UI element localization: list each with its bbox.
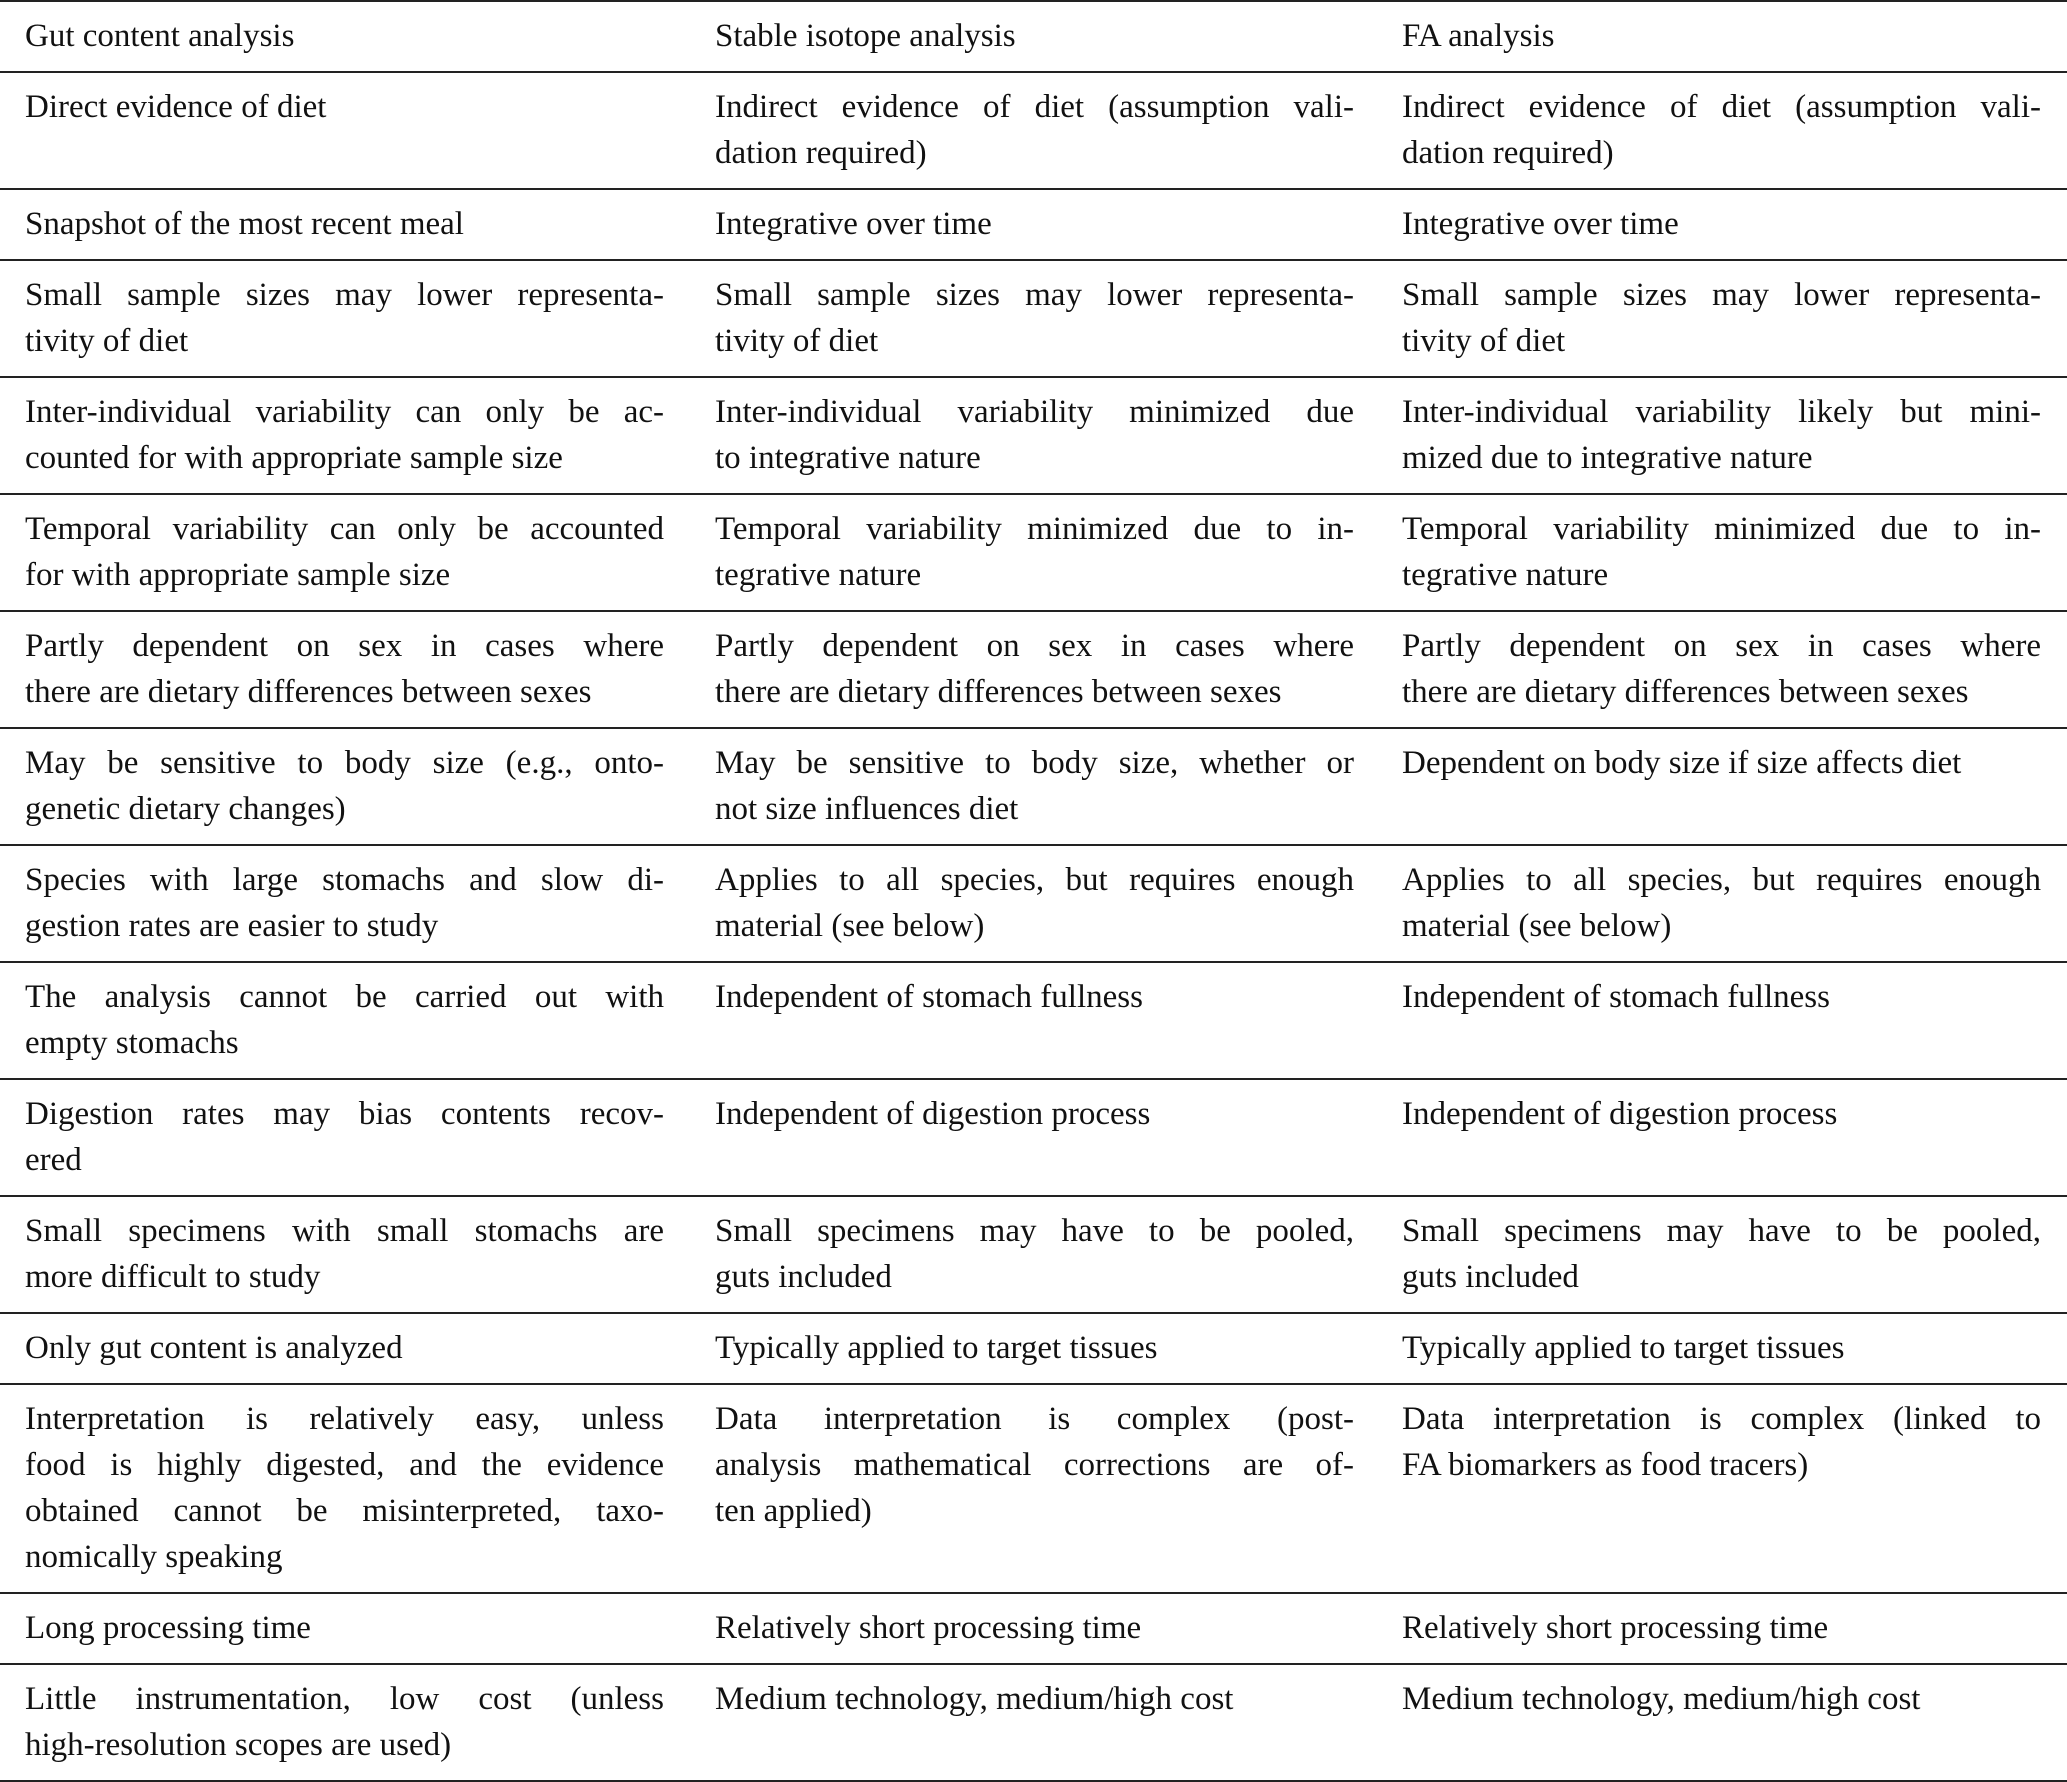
cell-text-line: May be sensitive to body size, whether or <box>715 745 1354 781</box>
cell-text-line: Small sample sizes may lower representa- <box>715 277 1354 313</box>
cell-gut-content <box>0 1313 690 1384</box>
cell-text-line: Applies to all species, but requires enough <box>715 862 1354 898</box>
cell-text-line: Small sample sizes may lower representa- <box>1402 277 2041 313</box>
cell-text-line: guts included <box>715 1259 892 1295</box>
cell-gut-content <box>0 611 690 728</box>
cell-stable-isotope <box>690 1313 1378 1384</box>
table-row <box>0 1313 2067 1384</box>
cell-stable-isotope <box>690 1079 1378 1196</box>
cell-text-line: Temporal variability minimized due to in- <box>1402 511 2041 547</box>
cell-text-line: dation required) <box>1402 135 1614 171</box>
cell-stable-isotope <box>690 728 1378 845</box>
cell-text-line: high-resolution scopes are used) <box>25 1727 452 1763</box>
cell-text-line: Typically applied to target tissues <box>1402 1330 1845 1366</box>
table-row <box>0 189 2067 260</box>
cell-text-line: counted for with appropriate sample size <box>25 440 563 476</box>
cell-text-line: Integrative over time <box>715 206 992 242</box>
cell-text-line: Inter-individual variability minimized due <box>715 394 1354 430</box>
cell-text-line: obtained cannot be misinterpreted, taxo- <box>25 1493 664 1529</box>
table-body <box>0 72 2067 1781</box>
cell-fa-analysis <box>1378 1664 2067 1781</box>
cell-gut-content <box>0 962 690 1079</box>
cell-text-line: Inter-individual variability can only be ac- <box>25 394 664 430</box>
cell-text-line: Species with large stomachs and slow di- <box>25 862 664 898</box>
cell-text-line: Independent of stomach fullness <box>715 979 1143 1015</box>
cell-text-line: Temporal variability can only be accounted <box>25 511 664 547</box>
cell-stable-isotope <box>690 494 1378 611</box>
cell-text-line: dation required) <box>715 135 927 171</box>
cell-fa-analysis <box>1378 189 2067 260</box>
cell-text-line: there are dietary differences between sexes <box>25 674 592 710</box>
cell-text-line: there are dietary differences between sexes <box>1402 674 1969 710</box>
cell-stable-isotope <box>690 377 1378 494</box>
cell-text-line: Direct evidence of diet <box>25 89 327 125</box>
cell-gut-content <box>0 845 690 962</box>
cell-text-line: Relatively short processing time <box>1402 1610 1829 1646</box>
cell-text-line: Applies to all species, but requires enough <box>1402 862 2041 898</box>
cell-fa-analysis <box>1378 1079 2067 1196</box>
header-stable-isotope <box>690 1 1378 72</box>
cell-fa-analysis <box>1378 611 2067 728</box>
cell-stable-isotope <box>690 1196 1378 1313</box>
cell-text-line: Dependent on body size if size affects diet <box>1402 745 1962 781</box>
cell-text-line: mized due to integrative nature <box>1402 440 1813 476</box>
cell-fa-analysis <box>1378 728 2067 845</box>
cell-text-line: material (see below) <box>715 908 985 944</box>
cell-gut-content <box>0 72 690 189</box>
cell-stable-isotope <box>690 962 1378 1079</box>
table-row <box>0 1664 2067 1781</box>
cell-text-line: material (see below) <box>1402 908 1672 944</box>
cell-stable-isotope <box>690 611 1378 728</box>
header-row <box>0 1 2067 72</box>
table-row <box>0 494 2067 611</box>
cell-text-line: Interpretation is relatively easy, unless <box>25 1401 664 1437</box>
table-row <box>0 962 2067 1079</box>
cell-text-line: for with appropriate sample size <box>25 557 451 593</box>
cell-fa-analysis <box>1378 377 2067 494</box>
cell-text-line: guts included <box>1402 1259 1579 1295</box>
cell-text-line: Inter-individual variability likely but mini- <box>1402 394 2041 430</box>
cell-stable-isotope <box>690 189 1378 260</box>
cell-fa-analysis <box>1378 260 2067 377</box>
cell-gut-content <box>0 1664 690 1781</box>
cell-fa-analysis <box>1378 1384 2067 1593</box>
cell-stable-isotope <box>690 845 1378 962</box>
table-row <box>0 1079 2067 1196</box>
cell-text-line: Integrative over time <box>1402 206 1679 242</box>
table-row <box>0 845 2067 962</box>
cell-text-line: Typically applied to target tissues <box>715 1330 1158 1366</box>
cell-gut-content <box>0 1196 690 1313</box>
cell-text-line: tegrative nature <box>715 557 922 593</box>
cell-text-line: Medium technology, medium/high cost <box>715 1681 1234 1717</box>
cell-text-line: empty stomachs <box>25 1025 239 1061</box>
cell-text-line: tivity of diet <box>715 323 879 359</box>
cell-stable-isotope <box>690 260 1378 377</box>
cell-fa-analysis <box>1378 962 2067 1079</box>
cell-text-line: Snapshot of the most recent meal <box>25 206 464 242</box>
cell-text-line: Independent of digestion process <box>1402 1096 1838 1132</box>
cell-gut-content <box>0 377 690 494</box>
table-row <box>0 72 2067 189</box>
header-fa-analysis <box>1378 1 2067 72</box>
cell-gut-content <box>0 260 690 377</box>
cell-text-line: Temporal variability minimized due to in- <box>715 511 1354 547</box>
cell-text-line: tegrative nature <box>1402 557 1609 593</box>
cell-text-line: to integrative nature <box>715 440 981 476</box>
cell-text-line: Medium technology, medium/high cost <box>1402 1681 1921 1717</box>
cell-gut-content <box>0 728 690 845</box>
cell-fa-analysis <box>1378 1313 2067 1384</box>
cell-text-line: Relatively short processing time <box>715 1610 1142 1646</box>
cell-text-line: tivity of diet <box>1402 323 1566 359</box>
cell-text-line: Partly dependent on sex in cases where <box>25 628 664 664</box>
cell-stable-isotope <box>690 72 1378 189</box>
cell-stable-isotope <box>690 1593 1378 1664</box>
cell-text-line: analysis mathematical corrections are of- <box>715 1447 1354 1483</box>
cell-text-line: food is highly digested, and the evidence <box>25 1447 664 1483</box>
cell-text-line: The analysis cannot be carried out with <box>25 979 664 1015</box>
header-label: Stable isotope analysis <box>715 18 1016 54</box>
cell-text-line: Partly dependent on sex in cases where <box>715 628 1354 664</box>
table-row <box>0 1593 2067 1664</box>
cell-gut-content <box>0 1593 690 1664</box>
cell-text-line: ten applied) <box>715 1493 872 1529</box>
cell-text-line: Independent of digestion process <box>715 1096 1151 1132</box>
table-row <box>0 611 2067 728</box>
cell-fa-analysis <box>1378 845 2067 962</box>
cell-text-line: Independent of stomach fullness <box>1402 979 1830 1015</box>
cell-text-line: Data interpretation is complex (linked to <box>1402 1401 2041 1437</box>
cell-text-line: not size influences diet <box>715 791 1019 827</box>
table-row <box>0 377 2067 494</box>
cell-fa-analysis <box>1378 494 2067 611</box>
cell-stable-isotope <box>690 1384 1378 1593</box>
cell-text-line: gestion rates are easier to study <box>25 908 439 944</box>
cell-text-line: Small specimens may have to be pooled, <box>715 1213 1354 1249</box>
cell-text-line: Indirect evidence of diet (assumption vali- <box>1402 89 2041 125</box>
header-gut-content <box>0 1 690 72</box>
cell-text-line: Only gut content is analyzed <box>25 1330 403 1366</box>
cell-fa-analysis <box>1378 72 2067 189</box>
cell-text-line: Small specimens with small stomachs are <box>25 1213 664 1249</box>
table-row <box>0 728 2067 845</box>
cell-text-line: Partly dependent on sex in cases where <box>1402 628 2041 664</box>
cell-text-line: ered <box>25 1142 82 1178</box>
cell-gut-content <box>0 189 690 260</box>
cell-gut-content <box>0 1384 690 1593</box>
cell-text-line: Data interpretation is complex (post- <box>715 1401 1354 1437</box>
cell-text-line: Small specimens may have to be pooled, <box>1402 1213 2041 1249</box>
cell-gut-content <box>0 494 690 611</box>
cell-text-line: nomically speaking <box>25 1539 283 1575</box>
cell-text-line: Little instrumentation, low cost (unless <box>25 1681 664 1717</box>
header-label: Gut content analysis <box>25 18 295 54</box>
cell-text-line: more difficult to study <box>25 1259 321 1295</box>
cell-gut-content <box>0 1079 690 1196</box>
cell-text-line: May be sensitive to body size (e.g., onto- <box>25 745 664 781</box>
cell-stable-isotope <box>690 1664 1378 1781</box>
table-row <box>0 1384 2067 1593</box>
cell-text-line: Indirect evidence of diet (assumption vali- <box>715 89 1354 125</box>
cell-text-line: genetic dietary changes) <box>25 791 346 827</box>
cell-text-line: FA biomarkers as food tracers) <box>1402 1447 1809 1483</box>
cell-text-line: Small sample sizes may lower representa- <box>25 277 664 313</box>
header-label: FA analysis <box>1402 18 1555 54</box>
table-row <box>0 260 2067 377</box>
cell-fa-analysis <box>1378 1593 2067 1664</box>
cell-text-line: tivity of diet <box>25 323 189 359</box>
cell-text-line: there are dietary differences between sexes <box>715 674 1282 710</box>
cell-text-line: Long processing time <box>25 1610 311 1646</box>
table-row <box>0 1196 2067 1313</box>
cell-fa-analysis <box>1378 1196 2067 1313</box>
cell-text-line: Digestion rates may bias contents recov- <box>25 1096 664 1132</box>
